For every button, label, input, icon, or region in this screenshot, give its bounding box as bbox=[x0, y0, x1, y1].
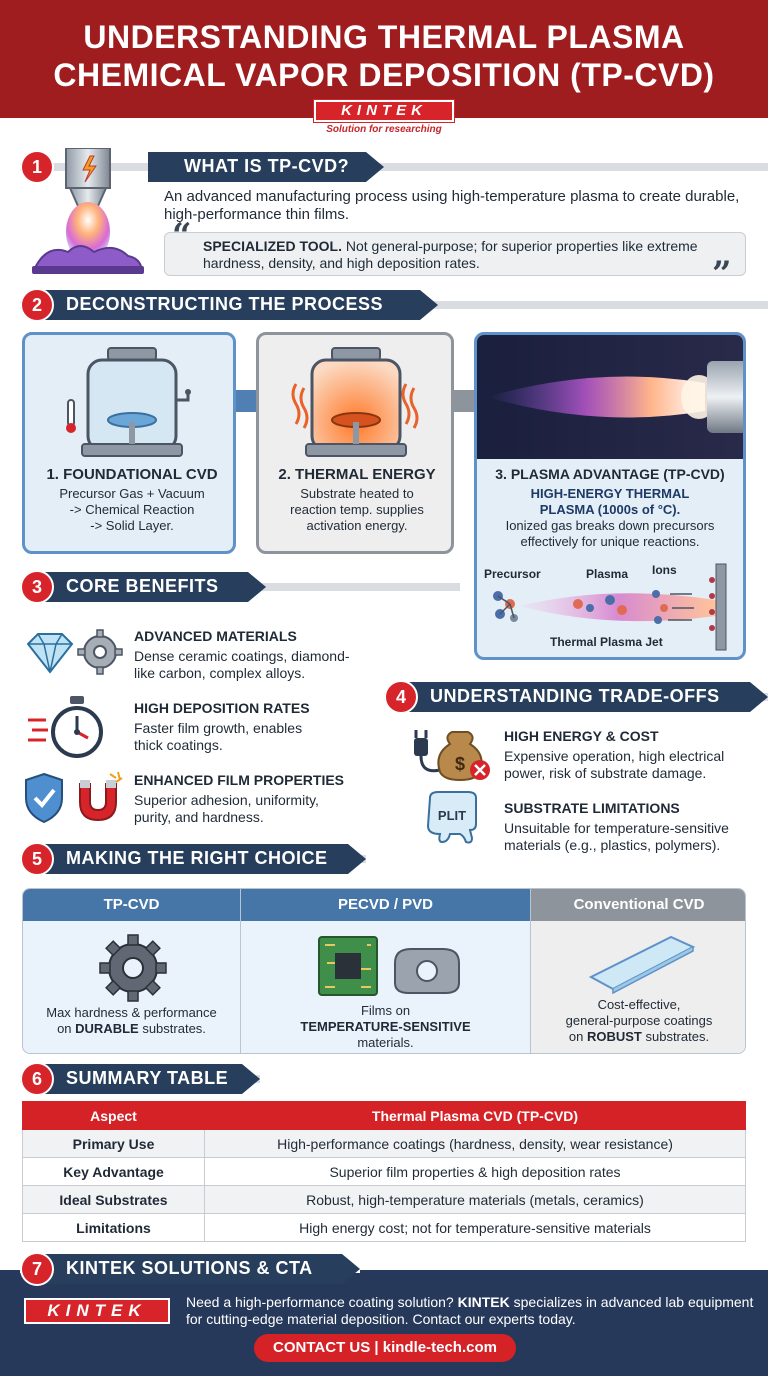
brand-badge bbox=[306, 100, 462, 144]
benefit-2-line-1: Faster film growth, enables bbox=[134, 720, 303, 736]
table-cell-value: High-performance coatings (hardness, density, wear resistance) bbox=[205, 1130, 746, 1158]
summary-table bbox=[22, 1101, 746, 1242]
card-1-line-1: Precursor Gas + Vacuum bbox=[59, 486, 205, 501]
diagram-label-precursor: Precursor bbox=[484, 567, 541, 581]
benefit-1-body bbox=[134, 648, 384, 682]
diamond-gear-icon bbox=[22, 626, 126, 678]
card-2-line-1: Substrate heated to bbox=[300, 486, 414, 501]
card-1-line-2: -> Chemical Reaction bbox=[69, 502, 195, 517]
card-3-subtitle-line-1: HIGH-ENERGY THERMAL bbox=[530, 486, 690, 501]
card-1-title: 1. FOUNDATIONAL CVD bbox=[46, 466, 218, 483]
callout-body: Not general-purpose; for superior properties like extreme hardness, density, and high deposition rates. bbox=[203, 238, 698, 271]
card-3-line-2: effectively for unique reactions. bbox=[520, 534, 700, 549]
choice-conventional-line-3a: on bbox=[568, 1029, 587, 1044]
choice-column-tpcvd bbox=[23, 889, 241, 1054]
section-number: 2 bbox=[20, 288, 54, 322]
benefit-2-line-2: thick coatings. bbox=[134, 737, 223, 753]
tradeoff-1-body bbox=[504, 748, 754, 782]
choice-tpcvd-line-2a: on bbox=[57, 1021, 76, 1036]
table-header-aspect: Aspect bbox=[23, 1102, 205, 1130]
money-symbol: $ bbox=[454, 754, 466, 774]
section-title: UNDERSTANDING TRADE-OFFS bbox=[430, 686, 720, 706]
specialized-tool-callout bbox=[164, 232, 746, 276]
close-quote-icon: ” bbox=[712, 254, 732, 294]
choice-tpcvd-line-2c: substrates. bbox=[138, 1021, 206, 1036]
glass-substrate-icon bbox=[587, 931, 697, 995]
footer-message-part-2: specializes in advanced lab equipment for cutting-edge material deposition. Contact our experts today. bbox=[186, 1294, 754, 1327]
choice-pecvd-text bbox=[241, 1003, 530, 1051]
choice-comparison-panel bbox=[22, 888, 746, 1054]
kintek-logo: KINTEK bbox=[314, 100, 454, 122]
title-line-2: CHEMICAL VAPOR DEPOSITION (TP-CVD) bbox=[53, 57, 715, 93]
choice-tpcvd-text bbox=[23, 1005, 240, 1037]
table-cell-aspect: Ideal Substrates bbox=[23, 1186, 205, 1214]
melt-label: PLIT bbox=[437, 808, 467, 823]
section-number: 1 bbox=[20, 150, 54, 184]
section-title: KINTEK SOLUTIONS & CTA bbox=[66, 1258, 313, 1278]
card-3-subtitle-line-2: PLASMA (1000s of °C). bbox=[539, 502, 681, 517]
section-number: 5 bbox=[20, 842, 54, 876]
table-row bbox=[23, 1214, 746, 1242]
choice-column-header: PECVD / PVD bbox=[241, 889, 530, 921]
choice-pecvd-line-3: materials. bbox=[357, 1035, 414, 1050]
table-header-tpcvd: Thermal Plasma CVD (TP-CVD) bbox=[205, 1102, 746, 1130]
plasma-jet-image bbox=[477, 335, 746, 459]
benefit-3-line-2: purity, and hardness. bbox=[134, 809, 264, 825]
tradeoff-2-line-2: materials (e.g., plastics, polymers). bbox=[504, 837, 721, 853]
section-3-header bbox=[20, 572, 460, 602]
card-3-body bbox=[474, 518, 746, 550]
table-cell-aspect: Limitations bbox=[23, 1214, 205, 1242]
benefit-1-line-1: Dense ceramic coatings, diamond- bbox=[134, 648, 350, 664]
benefit-2-body bbox=[134, 720, 384, 754]
cvd-chamber-icon bbox=[64, 344, 196, 462]
stopwatch-icon bbox=[26, 694, 108, 758]
benefit-2-title: HIGH DEPOSITION RATES bbox=[134, 700, 310, 716]
choice-pecvd-emphasis: TEMPERATURE-SENSITIVE bbox=[300, 1019, 471, 1034]
section-title: CORE BENEFITS bbox=[66, 576, 219, 596]
shield-magnet-icon bbox=[24, 770, 124, 826]
choice-column-conventional bbox=[531, 889, 746, 1054]
section-2-header bbox=[20, 290, 768, 320]
open-quote-icon: “ bbox=[172, 216, 192, 256]
tradeoff-1-line-2: power, risk of substrate damage. bbox=[504, 765, 707, 781]
tradeoff-2-line-1: Unsuitable for temperature-sensitive bbox=[504, 820, 729, 836]
footer-message-part-1: Need a high-performance coating solution? bbox=[186, 1294, 458, 1310]
title-line-1: UNDERSTANDING THERMAL PLASMA bbox=[83, 19, 685, 55]
table-cell-value: Robust, high-temperature materials (metals, ceramics) bbox=[205, 1186, 746, 1214]
tradeoff-2-title: SUBSTRATE LIMITATIONS bbox=[504, 800, 680, 816]
benefit-3-body bbox=[134, 792, 384, 826]
gear-icon bbox=[93, 933, 173, 1003]
section-number: 3 bbox=[20, 570, 54, 604]
section-7-header bbox=[20, 1254, 360, 1284]
section-number: 6 bbox=[20, 1062, 54, 1096]
diagram-label-plasma: Plasma bbox=[586, 567, 629, 581]
card-1-body bbox=[22, 486, 242, 534]
table-cell-aspect: Primary Use bbox=[23, 1130, 205, 1158]
card-2-title: 2. THERMAL ENERGY bbox=[278, 466, 436, 483]
choice-tpcvd-line-1: Max hardness & performance bbox=[46, 1005, 217, 1020]
card-3-line-1: Ionized gas breaks down precursors bbox=[505, 518, 715, 533]
benefit-3-line-1: Superior adhesion, uniformity, bbox=[134, 792, 319, 808]
section-title: SUMMARY TABLE bbox=[66, 1068, 229, 1088]
plug-money-icon bbox=[410, 726, 496, 784]
section-title: WHAT IS TP-CVD? bbox=[184, 156, 350, 176]
diagram-label-jet: Thermal Plasma Jet bbox=[550, 635, 663, 649]
circuit-board-part-icon bbox=[315, 933, 465, 1005]
card-2-body bbox=[256, 486, 458, 534]
card-1-line-3: -> Solid Layer. bbox=[90, 518, 174, 533]
choice-conventional-line-1: Cost-effective, bbox=[597, 997, 681, 1012]
heated-chamber-icon bbox=[288, 344, 422, 462]
callout-text bbox=[203, 238, 743, 272]
table-row bbox=[23, 1186, 746, 1214]
choice-tpcvd-emphasis: DURABLE bbox=[75, 1021, 139, 1036]
card-3-subtitle bbox=[474, 486, 746, 518]
brand-tagline: Solution for researching bbox=[326, 124, 442, 135]
choice-column-header: TP-CVD bbox=[23, 889, 240, 921]
table-cell-value: Superior film properties & high deposition rates bbox=[205, 1158, 746, 1186]
choice-conventional-emphasis: ROBUST bbox=[586, 1029, 642, 1044]
diagram-label-ions: Ions bbox=[652, 563, 677, 577]
choice-conventional-line-2: general-purpose coatings bbox=[565, 1013, 713, 1028]
section-number: 7 bbox=[20, 1252, 54, 1286]
choice-conventional-text bbox=[531, 997, 746, 1045]
tradeoff-2-body bbox=[504, 820, 760, 854]
section-title: MAKING THE RIGHT CHOICE bbox=[66, 848, 328, 868]
section-4-header bbox=[384, 682, 768, 712]
card-2-line-2: reaction temp. supplies bbox=[290, 502, 424, 517]
benefit-3-title: ENHANCED FILM PROPERTIES bbox=[134, 772, 345, 788]
tpcvd-description: An advanced manufacturing process using high-temperature plasma to create durable, high-performance thin films. bbox=[164, 188, 740, 223]
table-header-row bbox=[23, 1102, 746, 1130]
choice-column-header: Conventional CVD bbox=[531, 889, 746, 921]
table-row bbox=[23, 1130, 746, 1158]
table-cell-aspect: Key Advantage bbox=[23, 1158, 205, 1186]
kintek-logo: KINTEK bbox=[24, 1298, 170, 1324]
table-cell-value: High energy cost; not for temperature-sensitive materials bbox=[205, 1214, 746, 1242]
page-title bbox=[0, 18, 768, 94]
section-title: DECONSTRUCTING THE PROCESS bbox=[66, 294, 384, 314]
choice-pecvd-line-1: Films on bbox=[360, 1003, 411, 1018]
card-3-title: 3. PLASMA ADVANTAGE (TP-CVD) bbox=[495, 466, 725, 482]
card-2-line-3: activation energy. bbox=[306, 518, 408, 533]
plasma-torch-icon bbox=[28, 148, 152, 278]
contact-us-button[interactable]: CONTACT US | kindle-tech.com bbox=[254, 1334, 516, 1362]
choice-column-pecvd bbox=[241, 889, 531, 1054]
section-number: 4 bbox=[384, 680, 418, 714]
table-row bbox=[23, 1158, 746, 1186]
benefit-1-title: ADVANCED MATERIALS bbox=[134, 628, 297, 644]
melting-material-icon bbox=[420, 790, 486, 846]
benefit-1-line-2: like carbon, complex alloys. bbox=[134, 665, 306, 681]
callout-lead: SPECIALIZED TOOL. bbox=[203, 238, 342, 254]
choice-conventional-line-3c: substrates. bbox=[641, 1029, 710, 1044]
section-5-header bbox=[20, 844, 366, 874]
section-6-header bbox=[20, 1064, 260, 1094]
tradeoff-1-line-1: Expensive operation, high electrical bbox=[504, 748, 725, 764]
footer-message-brand: KINTEK bbox=[457, 1294, 510, 1310]
tradeoff-1-title: HIGH ENERGY & COST bbox=[504, 728, 659, 744]
footer-message bbox=[186, 1294, 756, 1328]
